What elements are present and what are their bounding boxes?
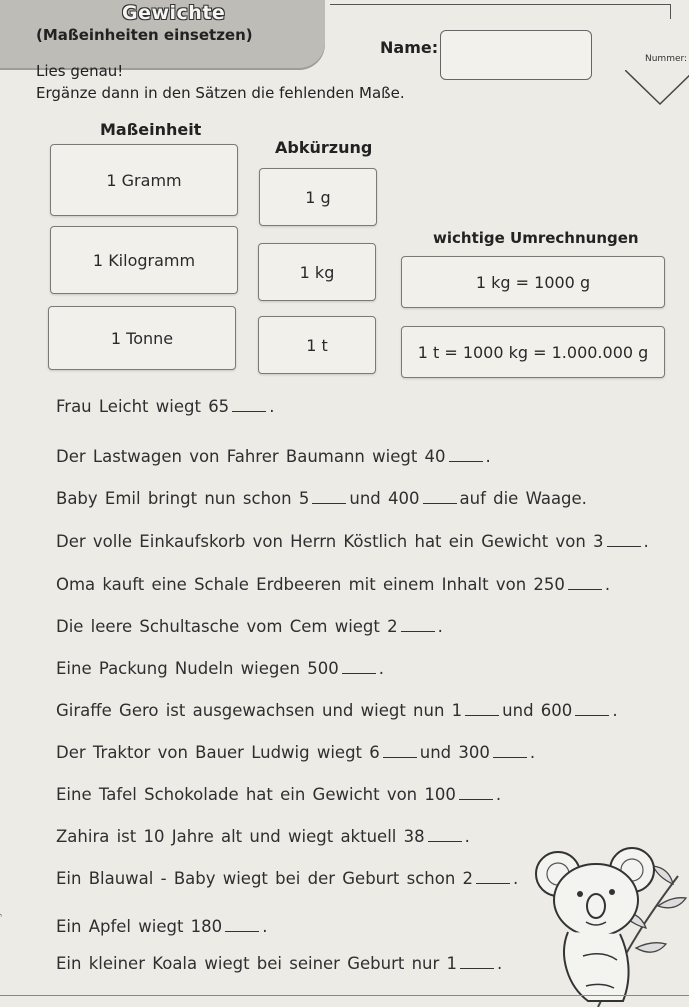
sentence-text: Oma kauft eine Schale Erdbeeren mit einem Inhalt von 250 (56, 575, 565, 594)
sentence-text: . (529, 743, 536, 762)
sentence-text: . (604, 575, 611, 594)
sentence-9 (56, 743, 535, 762)
answer-blank[interactable] (465, 714, 499, 716)
watermark (0, 902, 2, 986)
sentence-text: . (269, 397, 275, 416)
sentence-14 (56, 954, 502, 973)
sentence-text: . (497, 954, 503, 973)
sentence-7 (56, 659, 384, 678)
sentence-text: Der Lastwagen von Fahrer Baumann wiegt 40 (56, 447, 446, 466)
sentence-text: Giraffe Gero ist ausgewachsen und wiegt nun 1 (56, 701, 463, 720)
abbr-box-t: 1 t (258, 316, 376, 374)
unit-header: Maßeinheit (100, 120, 202, 139)
sentence-1 (56, 397, 274, 416)
sentence-5 (56, 575, 610, 594)
instruction-read: Lies genau! (36, 62, 124, 80)
sentence-text: Frau Leicht wiegt 65 (56, 397, 230, 416)
unit-box-gramm: 1 Gramm (50, 144, 238, 216)
sentence-13 (56, 917, 267, 936)
sentence-11 (56, 827, 470, 846)
answer-blank[interactable] (459, 798, 493, 800)
answer-blank[interactable] (401, 630, 435, 632)
abbr-box-kg: 1 kg (258, 243, 376, 301)
sentence-text: Der Traktor von Bauer Ludwig wiegt 6 (56, 743, 380, 762)
sentence-text: . (262, 917, 268, 936)
koala-illustration (528, 836, 689, 1007)
sentence-3 (56, 489, 587, 508)
sentence-text: Ein Apfel wiegt 180 (56, 917, 223, 936)
sentence-text: und 600 (502, 701, 573, 720)
answer-blank[interactable] (428, 840, 462, 842)
abbr-header: Abkürzung (275, 138, 373, 157)
sentence-text: . (495, 785, 502, 804)
header-rule (330, 4, 671, 19)
sentence-text: Zahira ist 10 Jahre alt und wiegt aktuell 38 (56, 827, 425, 846)
answer-blank[interactable] (449, 460, 483, 462)
unit-box-kilogramm: 1 Kilogramm (50, 226, 238, 294)
sentence-text: . (464, 827, 470, 846)
answer-blank[interactable] (342, 672, 376, 674)
name-label: Name: (380, 38, 439, 57)
answer-blank[interactable] (312, 502, 346, 504)
answer-blank[interactable] (568, 588, 602, 590)
sentence-text: . (643, 532, 649, 551)
answer-blank[interactable] (232, 410, 266, 412)
sentence-8 (56, 701, 618, 720)
conversion-box-t: 1 t = 1000 kg = 1.000.000 g (401, 326, 665, 378)
answer-blank[interactable] (423, 502, 457, 504)
sentence-text: Die leere Schultasche vom Cem wiegt 2 (56, 617, 398, 636)
answer-blank[interactable] (460, 967, 494, 969)
sentence-text: Baby Emil bringt nun schon 5 (56, 489, 310, 508)
nummer-label: Nummer: (645, 54, 688, 64)
conversion-box-kg: 1 kg = 1000 g (401, 256, 665, 308)
sentence-4 (56, 532, 649, 551)
sentence-text: . (612, 701, 618, 720)
sentence-text: . (378, 659, 384, 678)
answer-blank[interactable] (575, 714, 609, 716)
page-title: Gewichte (122, 2, 226, 24)
sentence-text: auf die Waage. (459, 489, 587, 508)
sentence-6 (56, 617, 443, 636)
answer-blank[interactable] (383, 756, 417, 758)
sentence-text: Eine Packung Nudeln wiegen 500 (56, 659, 339, 678)
abbr-box-g: 1 g (259, 168, 377, 226)
conversion-header: wichtige Umrechnungen (433, 229, 639, 247)
answer-blank[interactable] (607, 545, 641, 547)
sentence-text: und 400 (349, 489, 420, 508)
bottom-rule (0, 995, 689, 996)
sentence-text: Eine Tafel Schokolade hat ein Gewicht von 100 (56, 785, 456, 804)
sentence-text: . (437, 617, 443, 636)
sentence-text: und 300 (419, 743, 490, 762)
nummer-triangle[interactable] (625, 70, 689, 110)
sentence-text: Ein Blauwal - Baby wiegt bei der Geburt schon 2 (56, 869, 474, 888)
sentence-12 (56, 869, 518, 888)
sentence-text: Ein kleiner Koala wiegt bei seiner Geburt nur 1 (56, 954, 458, 973)
sentence-text: Der volle Einkaufskorb von Herrn Köstlich hat ein Gewicht von 3 (56, 532, 604, 551)
page-subtitle: (Maßeinheiten einsetzen) (36, 26, 253, 44)
instruction-complete: Ergänze dann in den Sätzen die fehlenden Maße. (36, 84, 405, 102)
answer-blank[interactable] (476, 882, 510, 884)
answer-blank[interactable] (493, 756, 527, 758)
unit-box-tonne: 1 Tonne (48, 306, 236, 370)
answer-blank[interactable] (225, 930, 259, 932)
sentence-text: . (513, 869, 519, 888)
sentence-10 (56, 785, 501, 804)
sentence-2 (56, 447, 491, 466)
name-field[interactable] (440, 30, 592, 80)
sentence-text: . (485, 447, 491, 466)
